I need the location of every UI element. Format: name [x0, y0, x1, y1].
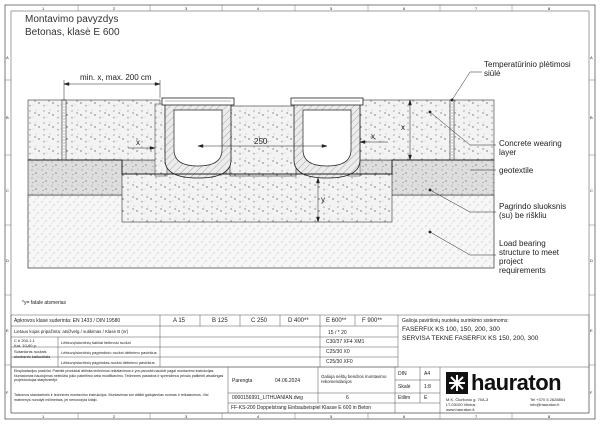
page-number: 6	[346, 395, 349, 401]
callout-base-layer: Pagrindo sluoksnis (su) be riškliu	[499, 202, 567, 220]
class-e600: E 600**	[326, 318, 347, 324]
tb-row2-label: Lietaus kojas pripažinta: atsižvelg / sutikimas / Klasė B (nr)	[14, 329, 129, 334]
grid-letter-e-right: E	[590, 328, 593, 333]
dim-x-right: x	[371, 132, 375, 141]
dim-x-left: x	[136, 138, 140, 147]
drawing-number: 0000156991_LITHUANIAN.dwg	[232, 395, 303, 401]
contact-block: Tel +370 5 2628854 info@hauraton.lt	[530, 397, 566, 407]
drainage-channel-left	[162, 98, 234, 178]
grid-number-4: 4	[257, 6, 260, 11]
parengta-label: Parengta	[232, 378, 253, 384]
product-line-1: FASERFIX KS 100, 150, 200, 300	[402, 326, 500, 333]
tb-sub2-text: Lėktuvų/siuntinių pagrindinio ruožai dėtinimo paviršius	[61, 350, 157, 355]
grid-number-5: 5	[330, 6, 333, 11]
galioja-text: Galioja nėštų bendros montavimo rekomendacijos	[321, 374, 387, 384]
grid-number-8: 8	[548, 6, 551, 11]
hauraton-logo-icon	[446, 372, 468, 394]
grid-number-1: 1	[42, 6, 45, 11]
disclaimer-text-2: Taikomos standartinės ir techninės montavimo instrukcijos. Montavimas turi atitikti galiojančias normas ir reikalavimus. Visi matmenys nurodyti milimetrais, jei nenurodyta kitaip.	[14, 393, 209, 402]
grid-number-2: 2	[113, 6, 116, 11]
product-title: Galioja paviršinių nuotekų surinkimo sistemoms:	[402, 318, 509, 324]
grid-letter-b: B	[6, 115, 9, 120]
tb-sub2-code: C25/30 X0	[326, 349, 350, 355]
dim-250: 250	[254, 137, 268, 146]
etilim-value: E	[424, 395, 428, 401]
callout-wearing-layer: Concrete wearing layer	[499, 139, 562, 157]
grid-number-8-bottom: 8	[548, 414, 551, 419]
grid-letter-e: E	[6, 328, 9, 333]
grid-letter-d-right: D	[590, 258, 593, 263]
tb-sub3-text: Lėktuvų/siuntinių pagrindas ruožai dėtinimo paviršius	[61, 360, 155, 365]
grid-number-7: 7	[475, 6, 478, 11]
wearing-layer-right	[356, 100, 494, 160]
din-value: A4	[424, 371, 431, 377]
drainage-channel-right	[291, 98, 363, 178]
concrete-bedding	[122, 174, 392, 222]
address-block: M.K. Čiurlionio g. 70A-3 LT-03100 Vilnius www.hauraton.lt	[446, 397, 489, 412]
tb-row2-value: 15 / * 20	[328, 330, 347, 336]
callout-geotextile: geotextile	[499, 166, 534, 175]
grid-number-3: 3	[185, 6, 188, 11]
title-line-2: Betonas, klasė E 600	[25, 27, 120, 38]
tb-sub1-text: Lėktuvų/siuntinių šalčiai lietimosi ruožai	[61, 340, 131, 345]
grid-number-3-bottom: 3	[185, 414, 188, 419]
grid-number-7-bottom: 7	[475, 414, 478, 419]
callout-load-bearing: Load bearing structure to meet project requirements	[499, 239, 560, 275]
class-d400: D 400**	[288, 318, 309, 324]
parengta-date: 04.06.2024	[275, 378, 301, 384]
dim-min-x: min. x, max. 200 cm	[80, 73, 152, 82]
tb-sub2-left: Sutankinis ruožais sluoksnio kalkuoliais	[14, 349, 51, 359]
grid-letter-c-right: C	[590, 188, 593, 193]
grid-number-5-bottom: 5	[330, 414, 333, 419]
class-a15: A 15	[173, 318, 186, 324]
tb-sub1-code: C30/37 XF4 XM1	[326, 339, 365, 345]
grid-letter-b-right: B	[590, 115, 593, 120]
grid-letter-c: C	[6, 188, 9, 193]
grid-letter-a-right: A	[590, 55, 593, 60]
grid-letter-f-right: F	[590, 390, 593, 395]
company-logo-text: hauraton	[471, 370, 562, 395]
grid-number-4-bottom: 4	[257, 414, 260, 419]
class-f900: F 900**	[362, 318, 383, 324]
grid-letter-f: F	[6, 390, 9, 395]
grid-number-6-bottom: 6	[403, 414, 406, 419]
din-label: DIN	[398, 371, 407, 377]
grid-letter-d: D	[6, 258, 9, 263]
callout-expansion-joint: Temperatūrinio plėtimosi siūlė	[484, 60, 571, 78]
class-b125: B 125	[212, 318, 228, 324]
dim-y: y	[321, 195, 325, 204]
expansion-joint-left	[62, 100, 66, 160]
scale-value: 1:8	[424, 384, 431, 390]
footnote: *y= fatale atsmerias	[22, 300, 67, 306]
disclaimer-text: Eksploatacijos pradžiai. Pateikti produktai atitinka techninius reikalavimus ir yra paruošti naudoti pagal montavimo instrukcijas. Numatomas naudojimas neleidžia jokio pakeitimo arba modifikavimo. Technines pastabos ir sprendimus privalo patikrinti atsakingas projektuotojas statybvietėje.	[14, 369, 224, 383]
grid-letter-a: A	[6, 55, 9, 60]
product-line-2: SERVISA TEKNE FASERFIX KS 150, 200, 300	[402, 335, 539, 342]
title-line-1: Montavimo pavyzdys	[25, 14, 119, 25]
wearing-layer-left	[28, 100, 160, 160]
tb-sub3-code: C25/30 XF0	[326, 359, 353, 365]
tb-row1-label: Apkrovos klasė suderinta: EN 1433 / DIN 19580	[14, 318, 121, 324]
footer-description: FF-KS-200 Doppelstrang Einbaubeispiel Klasse E 600 in Beton	[231, 405, 372, 411]
dim-x-vertical: x	[401, 123, 405, 132]
grid-number-6: 6	[403, 6, 406, 11]
grid-number-2-bottom: 2	[113, 414, 116, 419]
class-c250: C 250	[251, 318, 268, 324]
tb-sub1-left: C b 200-1.1 Kat. 10-60 p.	[14, 338, 37, 348]
etilim-label: Etilim	[398, 395, 411, 401]
grid-number-1-bottom: 1	[42, 414, 45, 419]
scale-label: Skalė	[398, 384, 411, 390]
